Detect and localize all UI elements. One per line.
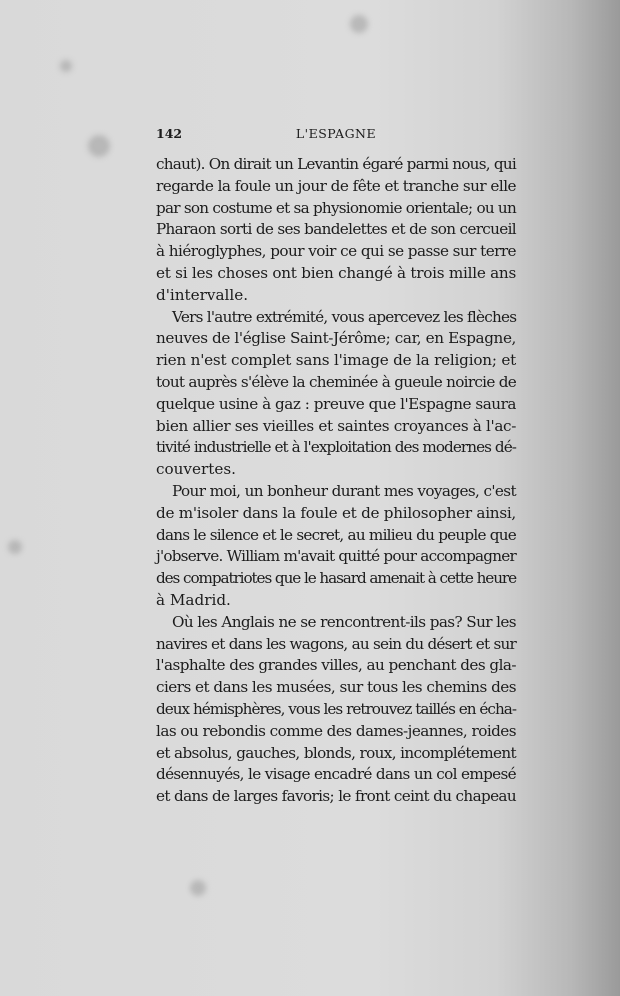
text-line: de m'isoler dans la foule et de philosopher ainsi, (156, 503, 516, 522)
text-line: ciers et dans les musées, sur tous les chemins des (156, 678, 516, 697)
text-line: j'observe. William m'avait quitté pour accompagner (156, 547, 516, 566)
paragraph (156, 154, 516, 307)
text-line: l'asphalte des grandes villes, au penchant des gla- (156, 656, 516, 675)
text-line: Vers l'autre extrémité, vous apercevez les flèches (172, 307, 517, 326)
page-number: 142 (156, 126, 183, 141)
paragraph (156, 481, 516, 612)
text-line: Pharaon sorti de ses bandelettes et de son cercueil (156, 220, 516, 239)
text-line: et si les choses ont bien changé à trois mille ans (156, 263, 516, 282)
text-line: et absolus, gauches, blonds, roux, incomplétement (156, 743, 516, 762)
text-line: à Madrid. (156, 590, 231, 609)
running-header (156, 126, 516, 146)
text-line: par son costume et sa physionomie orientale; ou un (156, 198, 516, 217)
text-line: navires et dans les wagons, au sein du désert et sur (156, 634, 516, 653)
paper-stain (190, 880, 206, 896)
paragraph (156, 612, 516, 808)
text-line: à hiéroglyphes, pour voir ce qui se passe sur terre (156, 242, 516, 261)
text-line: rien n'est complet sans l'image de la religion; et (156, 351, 516, 370)
text-line: d'intervalle. (156, 285, 249, 304)
text-line: des compatriotes que le hasard amenait à cette heure (156, 569, 516, 588)
text-line: tivité industrielle et à l'exploitation des modernes dé- (156, 438, 516, 457)
body-text (156, 154, 516, 808)
paper-stain (88, 135, 110, 157)
paper-stain (60, 60, 72, 72)
paper-stain (350, 15, 368, 33)
text-line: dans le silence et le secret, au milieu du peuple que (156, 525, 517, 544)
text-line: chaut). On dirait un Levantin égaré parmi nous, qui (156, 155, 516, 173)
text-line: désennuyés, le visage encadré dans un col empesé (156, 765, 516, 784)
text-line: bien allier ses vieilles et saintes croyances à l'ac- (156, 416, 516, 435)
paper-stain (8, 540, 22, 554)
text-line: quelque usine à gaz : preuve que l'Espagne saura (156, 394, 516, 413)
text-line: regarde la foule un jour de fête et tranche sur elle (156, 176, 516, 195)
text-line: deux hémisphères, vous les retrouvez taillés en écha- (156, 699, 516, 718)
text-line: tout auprès s'élève la cheminée à gueule noircie de (156, 372, 516, 391)
text-line: couvertes. (156, 460, 236, 479)
running-title: L'ESPAGNE (295, 126, 377, 141)
text-line: Pour moi, un bonheur durant mes voyages, c'est (172, 481, 516, 500)
text-line: las ou rebondis comme des dames-jeannes, roides (156, 721, 516, 740)
paragraph (156, 307, 516, 481)
text-line: neuves de l'église Saint-Jérôme; car, en Espagne, (156, 329, 516, 348)
text-line: et dans de larges favoris; le front ceint du chapeau (156, 787, 516, 806)
text-line: Où les Anglais ne se rencontrent-ils pas? Sur les (172, 612, 516, 631)
